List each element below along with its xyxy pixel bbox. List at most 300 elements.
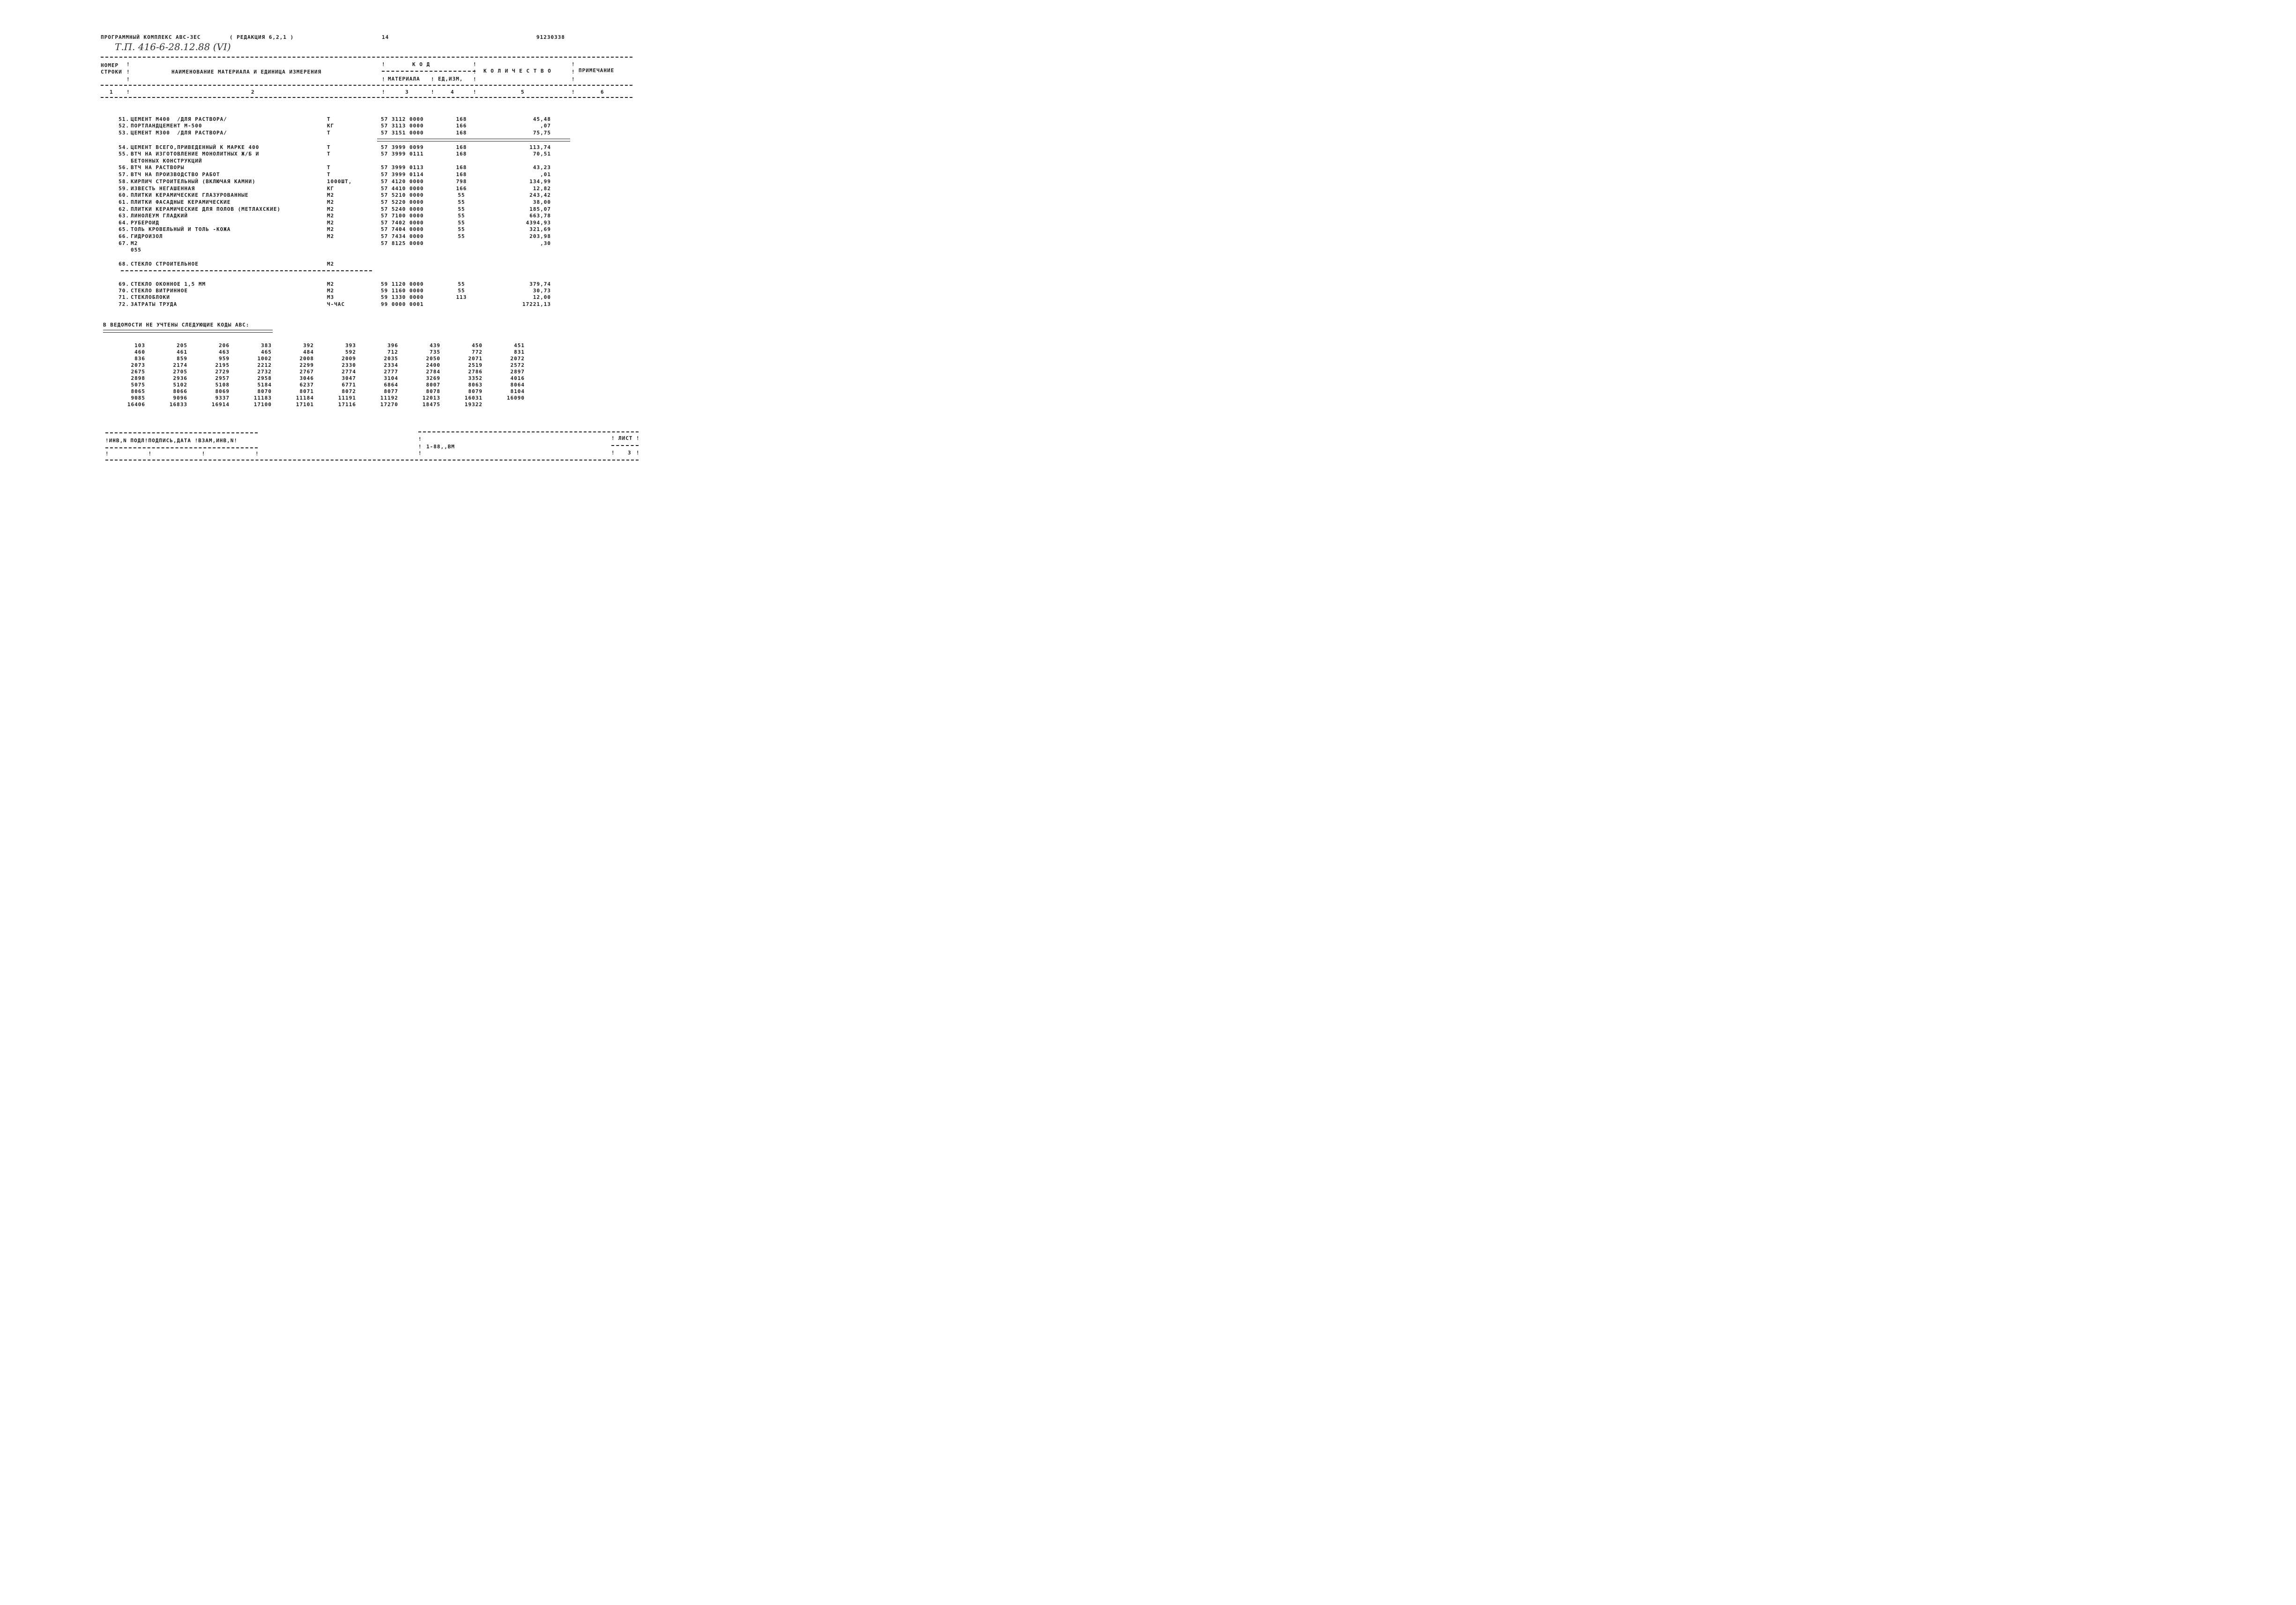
codes-row bbox=[103, 401, 525, 408]
abs-code: 8077 bbox=[384, 388, 398, 394]
abs-code: 2786 bbox=[468, 369, 483, 375]
row-number: 69. bbox=[119, 281, 129, 287]
abs-code: 6237 bbox=[299, 382, 314, 388]
unit: Т bbox=[327, 164, 331, 171]
row-number: 72. bbox=[119, 301, 129, 307]
abs-code: 2898 bbox=[131, 375, 145, 381]
abs-code: 206 bbox=[219, 342, 230, 349]
abs-code: 859 bbox=[177, 356, 187, 362]
unit-code: 168 bbox=[456, 171, 467, 178]
page-mark: 14 bbox=[382, 34, 389, 40]
separator: ! bbox=[572, 69, 575, 75]
separator: ! bbox=[473, 61, 477, 67]
sheet-label: ЛИСТ bbox=[618, 435, 633, 441]
col-number-3: 3 bbox=[405, 89, 409, 95]
abs-code: 8065 bbox=[131, 388, 145, 394]
abs-code: 2936 bbox=[173, 375, 187, 381]
material-code: 59 1330 0000 bbox=[381, 294, 424, 300]
col-quantity-label: К О Л И Ч Е С Т В О bbox=[483, 68, 551, 74]
quantity: 203,98 bbox=[529, 233, 551, 239]
quantity: 75,75 bbox=[533, 130, 551, 136]
abs-code: 3104 bbox=[384, 375, 398, 381]
unit-code: 55 bbox=[458, 233, 465, 239]
abs-code: 8072 bbox=[342, 388, 356, 394]
material-code: 57 3999 0113 bbox=[381, 164, 424, 171]
material-name: ЗАТРАТЫ ТРУДА bbox=[131, 301, 178, 307]
abs-code: 2729 bbox=[215, 369, 230, 375]
material-code: 57 5210 0000 bbox=[381, 192, 424, 198]
abs-code: 2572 bbox=[510, 362, 525, 368]
abs-code: 11191 bbox=[338, 395, 356, 401]
abs-code: 2008 bbox=[299, 356, 314, 362]
unit-code: 168 bbox=[456, 164, 467, 171]
col-note-label: ПРИМЕЧАНИЕ bbox=[579, 67, 615, 74]
unit: Т bbox=[327, 144, 331, 150]
abs-code: 2400 bbox=[426, 362, 440, 368]
abs-code: 11184 bbox=[296, 395, 314, 401]
unit: КГ bbox=[327, 123, 334, 129]
unit-code: 798 bbox=[456, 178, 467, 185]
codes-row bbox=[103, 375, 525, 382]
row-number: 59. bbox=[119, 186, 129, 192]
material-name: ПОРТЛАНДЦЕМЕНТ М-500 bbox=[131, 123, 202, 129]
quantity: 70,51 bbox=[533, 151, 551, 157]
abs-code: 8071 bbox=[299, 388, 314, 394]
abs-code: 1002 bbox=[257, 356, 272, 362]
abs-code: 2299 bbox=[299, 362, 314, 368]
unit-code: 166 bbox=[456, 123, 467, 129]
material-code: 57 7402 0000 bbox=[381, 220, 424, 226]
col-number-4: 4 bbox=[451, 89, 454, 95]
abs-code: 2071 bbox=[468, 356, 483, 362]
abs-code: 11183 bbox=[253, 395, 272, 401]
row-number: 61. bbox=[119, 199, 129, 205]
abs-code: 2212 bbox=[257, 362, 272, 368]
row-number: 55. bbox=[119, 151, 129, 157]
abs-code: 450 bbox=[472, 342, 483, 349]
abs-code: 16914 bbox=[211, 401, 230, 408]
separator: ! bbox=[418, 436, 422, 442]
abs-code: 8066 bbox=[173, 388, 187, 394]
abs-code: 6771 bbox=[342, 382, 356, 388]
quantity: 43,23 bbox=[533, 164, 551, 171]
separator: ! bbox=[636, 450, 640, 456]
material-name: М2 bbox=[131, 240, 138, 246]
handwritten-project-number: Т.П. 416-6-28.12.88 (VI) bbox=[115, 41, 231, 52]
abs-code: 836 bbox=[134, 356, 145, 362]
unit: М2 bbox=[327, 206, 334, 212]
material-name: ЦЕМЕНТ ВСЕГО,ПРИВЕДЕННЫЙ К МАРКЕ 400 bbox=[131, 144, 260, 150]
material-code: 59 1160 0000 bbox=[381, 288, 424, 294]
row-number: 62. bbox=[119, 206, 129, 212]
abs-code: 8007 bbox=[426, 382, 440, 388]
abs-code: 11192 bbox=[380, 395, 398, 401]
col-number-2: 2 bbox=[251, 89, 255, 95]
material-name: КИРПИЧ СТРОИТЕЛЬНЫЙ (ВКЛЮЧАЯ КАМНИ) bbox=[131, 178, 256, 185]
quantity: 185,07 bbox=[529, 206, 551, 212]
abs-code: 5102 bbox=[173, 382, 187, 388]
col-name-label: НАИМЕНОВАНИЕ МАТЕРИАЛА И ЕДИНИЦА ИЗМЕРЕНИЯ bbox=[171, 69, 322, 75]
row-number: 68. bbox=[119, 261, 129, 267]
row-number: 71. bbox=[119, 294, 129, 300]
abs-code: 103 bbox=[134, 342, 145, 349]
unit: Т bbox=[327, 116, 331, 122]
abs-code: 8064 bbox=[510, 382, 525, 388]
abs-code: 17116 bbox=[338, 401, 356, 408]
quantity: 243,42 bbox=[529, 192, 551, 198]
unit-code: 168 bbox=[456, 151, 467, 157]
separator: ! bbox=[572, 61, 575, 67]
separator: ! bbox=[473, 69, 477, 75]
material-code: 57 4120 0000 bbox=[381, 178, 424, 185]
abs-code: 16833 bbox=[169, 401, 187, 408]
abs-code: 2732 bbox=[257, 369, 272, 375]
unit: Т bbox=[327, 130, 331, 136]
abs-code: 383 bbox=[261, 342, 272, 349]
unit-code: 168 bbox=[456, 144, 467, 150]
quantity: 45,48 bbox=[533, 116, 551, 122]
quantity: ,30 bbox=[540, 240, 551, 246]
abs-code: 451 bbox=[514, 342, 525, 349]
codes-row bbox=[103, 382, 525, 388]
not-counted-codes-table bbox=[103, 342, 525, 408]
material-code: 57 8125 0000 bbox=[381, 240, 424, 246]
col-code-label: К О Д bbox=[412, 61, 431, 67]
row-number: 52. bbox=[119, 123, 129, 129]
material-code: 99 0000 0001 bbox=[381, 301, 424, 307]
stamp-right-top-rule bbox=[418, 431, 639, 432]
abs-code: 2958 bbox=[257, 375, 272, 381]
separator: ! bbox=[126, 76, 130, 82]
abs-code: 18475 bbox=[422, 401, 440, 408]
abs-code: 592 bbox=[345, 349, 356, 355]
abs-code: 3352 bbox=[468, 375, 483, 381]
material-code: 57 3113 0000 bbox=[381, 123, 424, 129]
quantity: 12,82 bbox=[533, 186, 551, 192]
abs-code: 205 bbox=[177, 342, 187, 349]
abs-code bbox=[483, 401, 525, 408]
separator: ! bbox=[418, 444, 422, 450]
material-name: ВТЧ НА РАСТВОРЫ bbox=[131, 164, 185, 171]
stamp-left-cells: ! ! ! ! bbox=[105, 451, 259, 457]
material-code: 57 3999 0114 bbox=[381, 171, 424, 178]
unit: Т bbox=[327, 171, 331, 178]
material-name: ЛИНОЛЕУМ ГЛАДКИЙ bbox=[131, 213, 188, 219]
quantity: 321,69 bbox=[529, 226, 551, 232]
col-row-number-label-1: НОМЕР bbox=[101, 62, 119, 68]
quantity: 38,00 bbox=[533, 199, 551, 205]
unit-code: 55 bbox=[458, 226, 465, 232]
abs-code: 2009 bbox=[342, 356, 356, 362]
unit: М2 bbox=[327, 199, 334, 205]
unit-code: 55 bbox=[458, 281, 465, 287]
quantity: 134,99 bbox=[529, 178, 551, 185]
unit-code: 55 bbox=[458, 199, 465, 205]
abs-code: 2777 bbox=[384, 369, 398, 375]
separator: ! bbox=[418, 450, 422, 456]
abs-code: 8069 bbox=[215, 388, 230, 394]
stamp-left-top-rule bbox=[105, 432, 258, 433]
separator: ! bbox=[572, 76, 575, 82]
abs-code: 2675 bbox=[131, 369, 145, 375]
separator: ! bbox=[382, 89, 386, 95]
abs-code: 439 bbox=[430, 342, 440, 349]
material-code: 57 3151 0000 bbox=[381, 130, 424, 136]
abs-code: 2784 bbox=[426, 369, 440, 375]
row-number: 63. bbox=[119, 213, 129, 219]
unit-code: 55 bbox=[458, 206, 465, 212]
row-number: 70. bbox=[119, 288, 129, 294]
abs-code: 4016 bbox=[510, 375, 525, 381]
row-number: 58. bbox=[119, 178, 129, 185]
sheet-rule bbox=[611, 445, 639, 446]
unit: М2 bbox=[327, 226, 334, 232]
unit: М3 bbox=[327, 294, 334, 300]
abs-code: 2330 bbox=[342, 362, 356, 368]
material-name: ПЛИТКИ ФАСАДНЫЕ КЕРАМИЧЕСКИЕ bbox=[131, 199, 231, 205]
material-name: ПЛИТКИ КЕРАМИЧЕСКИЕ ДЛЯ ПОЛОВ (МЕТЛАХСКИЕ) bbox=[131, 206, 281, 212]
abs-code: 8104 bbox=[510, 388, 525, 394]
abs-code: 460 bbox=[134, 349, 145, 355]
separator: ! bbox=[126, 89, 130, 95]
abs-code: 959 bbox=[219, 356, 230, 362]
material-name: СТЕКЛО СТРОИТЕЛЬНОЕ bbox=[131, 261, 199, 267]
unit-code: 55 bbox=[458, 192, 465, 198]
unit: М2 bbox=[327, 288, 334, 294]
unit-code: 55 bbox=[458, 213, 465, 219]
abs-code: 392 bbox=[303, 342, 314, 349]
program-name: ПРОГРАММНЫЙ КОМПЛЕКС АВС-3ЕС bbox=[101, 34, 201, 40]
material-name: РУБЕРОИД bbox=[131, 220, 159, 226]
separator: ! bbox=[636, 435, 640, 441]
quantity: 30,73 bbox=[533, 288, 551, 294]
abs-code: 463 bbox=[219, 349, 230, 355]
row-number: 56. bbox=[119, 164, 129, 171]
separator: ! bbox=[382, 61, 386, 67]
material-code: 57 5240 0000 bbox=[381, 206, 424, 212]
separator: ! bbox=[382, 76, 386, 82]
material-code: 57 7404 0000 bbox=[381, 226, 424, 232]
separator: ! bbox=[611, 450, 615, 456]
row-number: 65. bbox=[119, 226, 129, 232]
abs-code: 19322 bbox=[464, 401, 483, 408]
row-number: 53. bbox=[119, 130, 129, 136]
col-number-6: 6 bbox=[601, 89, 604, 95]
abs-code: 5108 bbox=[215, 382, 230, 388]
quantity: ,07 bbox=[540, 123, 551, 129]
material-name: 055 bbox=[131, 247, 141, 253]
abs-code: 17270 bbox=[380, 401, 398, 408]
quantity: 663,78 bbox=[529, 213, 551, 219]
material-code: 57 5220 0000 bbox=[381, 199, 424, 205]
unit-code: 168 bbox=[456, 130, 467, 136]
col-number-5: 5 bbox=[521, 89, 525, 95]
material-name: ЦЕМЕНТ М300 /ДЛЯ РАСТВОРА/ bbox=[131, 130, 227, 136]
abs-code: 16031 bbox=[464, 395, 483, 401]
abs-code: 461 bbox=[177, 349, 187, 355]
material-name: ЦЕМЕНТ М400 /ДЛЯ РАСТВОРА/ bbox=[131, 116, 227, 122]
abs-code: 9337 bbox=[215, 395, 230, 401]
col-row-number-label-2: СТРОКИ bbox=[101, 69, 122, 75]
codes-row bbox=[103, 395, 525, 401]
unit-code: 55 bbox=[458, 288, 465, 294]
abs-code: 8079 bbox=[468, 388, 483, 394]
separator: ! bbox=[431, 89, 435, 95]
unit: Т bbox=[327, 151, 331, 157]
material-name: СТЕКЛО ВИТРИННОЕ bbox=[131, 288, 188, 294]
abs-code: 712 bbox=[387, 349, 398, 355]
material-code: 57 7434 0000 bbox=[381, 233, 424, 239]
abs-code: 16406 bbox=[127, 401, 145, 408]
unit: М2 bbox=[327, 261, 334, 267]
abs-code: 831 bbox=[514, 349, 525, 355]
material-name: ПЛИТКИ КЕРАМИЧЕСКИЕ ГЛАЗУРОВАННЫЕ bbox=[131, 192, 249, 198]
stamp-bottom-rule bbox=[105, 460, 639, 461]
abs-code: 2897 bbox=[510, 369, 525, 375]
abs-code: 3046 bbox=[299, 375, 314, 381]
abs-code: 2174 bbox=[173, 362, 187, 368]
material-code: 57 7100 0000 bbox=[381, 213, 424, 219]
row-number: 57. bbox=[119, 171, 129, 178]
unit: М2 bbox=[327, 192, 334, 198]
abs-code: 8070 bbox=[257, 388, 272, 394]
abs-code: 2334 bbox=[384, 362, 398, 368]
unit: Ч-ЧАС bbox=[327, 301, 345, 307]
col-number-1: 1 bbox=[110, 89, 113, 95]
codes-row bbox=[103, 369, 525, 375]
row-number: 60. bbox=[119, 192, 129, 198]
abs-code: 3269 bbox=[426, 375, 440, 381]
codes-row bbox=[103, 362, 525, 369]
material-code: 57 4410 0000 bbox=[381, 186, 424, 192]
abs-code: 6864 bbox=[384, 382, 398, 388]
header-top-rule bbox=[101, 57, 632, 58]
abs-code: 2035 bbox=[384, 356, 398, 362]
abs-code: 2195 bbox=[215, 362, 230, 368]
unit-code: 166 bbox=[456, 186, 467, 192]
unit-code: 168 bbox=[456, 116, 467, 122]
abs-code: 2774 bbox=[342, 369, 356, 375]
separator: ! bbox=[431, 76, 435, 82]
codes-row bbox=[103, 356, 525, 362]
quantity: ,01 bbox=[540, 171, 551, 178]
abs-code: 8063 bbox=[468, 382, 483, 388]
unit: М2 bbox=[327, 233, 334, 239]
unit: М2 bbox=[327, 220, 334, 226]
unit: М2 bbox=[327, 281, 334, 287]
codes-row bbox=[103, 349, 525, 356]
abs-code: 9085 bbox=[131, 395, 145, 401]
abs-code: 17101 bbox=[296, 401, 314, 408]
abs-code: 5184 bbox=[257, 382, 272, 388]
unit: 1000ШТ, bbox=[327, 178, 352, 185]
document-number: 91230338 bbox=[536, 34, 565, 40]
material-code: 57 3999 0099 bbox=[381, 144, 424, 150]
unit-code: 113 bbox=[456, 294, 467, 300]
quantity: 12,00 bbox=[533, 294, 551, 300]
quantity: 17221,13 bbox=[522, 301, 551, 307]
separator: ! bbox=[611, 435, 615, 441]
separator: ! bbox=[473, 89, 477, 95]
unit: КГ bbox=[327, 186, 334, 192]
not-counted-underline bbox=[103, 330, 273, 333]
codes-row bbox=[103, 342, 525, 349]
subtotal-double-rule bbox=[377, 139, 570, 141]
quantity: 379,74 bbox=[529, 281, 551, 287]
abs-code: 5075 bbox=[131, 382, 145, 388]
material-name: ВТЧ НА ИЗГОТОВЛЕНИЕ МОНОЛИТНЫХ Ж/Б И bbox=[131, 151, 260, 157]
material-name: СТЕКЛО ОКОННОЕ 1,5 ММ bbox=[131, 281, 206, 287]
stamp-left-header: !ИНВ,N ПОДЛ!ПОДПИСЬ,ДАТА !ВЗАМ,ИНВ,N! bbox=[105, 438, 238, 444]
material-name: ТОЛЬ КРОВЕЛЬНЫЙ И ТОЛЬ -КОЖА bbox=[131, 226, 231, 232]
abs-code: 393 bbox=[345, 342, 356, 349]
col-material-label: МАТЕРИАЛА bbox=[388, 76, 420, 82]
stamp-left-mid-rule bbox=[105, 447, 258, 448]
abs-code: 484 bbox=[303, 349, 314, 355]
sheet-number: 3 bbox=[628, 450, 632, 456]
material-name: ИЗВЕСТЬ НЕГАШЕННАЯ bbox=[131, 186, 195, 192]
unit-code: 55 bbox=[458, 220, 465, 226]
abs-code: 2767 bbox=[299, 369, 314, 375]
row-number: 66. bbox=[119, 233, 129, 239]
separator: ! bbox=[126, 69, 130, 75]
separator: ! bbox=[126, 61, 130, 67]
abs-code: 772 bbox=[472, 349, 483, 355]
edition: ( РЕДАКЦИЯ 6,2,1 ) bbox=[230, 34, 294, 40]
row-number: 67. bbox=[119, 240, 129, 246]
header-mid-rule bbox=[101, 85, 632, 86]
abs-code: 2073 bbox=[131, 362, 145, 368]
material-name: ГИДРОИЗОЛ bbox=[131, 233, 163, 239]
abs-code: 465 bbox=[261, 349, 272, 355]
codes-row bbox=[103, 388, 525, 395]
abs-code: 9096 bbox=[173, 395, 187, 401]
separator: ! bbox=[572, 89, 575, 95]
abs-code: 2957 bbox=[215, 375, 230, 381]
separator: ! bbox=[473, 76, 477, 82]
unit: М2 bbox=[327, 213, 334, 219]
code-subdivider-rule bbox=[382, 71, 476, 72]
material-code: 57 3112 0000 bbox=[381, 116, 424, 122]
abs-code: 16090 bbox=[506, 395, 525, 401]
stamp-document-code: 1-88,,ВМ bbox=[426, 444, 455, 450]
abs-code: 12013 bbox=[422, 395, 440, 401]
abs-code: 17100 bbox=[253, 401, 272, 408]
material-name: ВТЧ НА ПРОИЗВОДСТВО РАБОТ bbox=[131, 171, 220, 178]
row-number: 51. bbox=[119, 116, 129, 122]
quantity: 4394,93 bbox=[526, 220, 551, 226]
row-number: 64. bbox=[119, 220, 129, 226]
abs-code: 2705 bbox=[173, 369, 187, 375]
abs-code: 735 bbox=[430, 349, 440, 355]
abs-code: 8078 bbox=[426, 388, 440, 394]
material-code: 57 3999 0111 bbox=[381, 151, 424, 157]
material-code: 59 1120 0000 bbox=[381, 281, 424, 287]
material-name: БЕТОННЫХ КОНСТРУКЦИЙ bbox=[131, 158, 202, 164]
quantity: 113,74 bbox=[529, 144, 551, 150]
material-name: СТЕКЛОБЛОКИ bbox=[131, 294, 170, 300]
abs-code: 3047 bbox=[342, 375, 356, 381]
row-number: 54. bbox=[119, 144, 129, 150]
abs-code: 2519 bbox=[468, 362, 483, 368]
section-rule bbox=[121, 270, 372, 271]
abs-code: 2072 bbox=[510, 356, 525, 362]
abs-code: 2050 bbox=[426, 356, 440, 362]
not-counted-title: В ВЕДОМОСТИ НЕ УЧТЕНЫ СЛЕДУЮЩИЕ КОДЫ АВС: bbox=[103, 322, 250, 328]
header-bottom-rule bbox=[101, 97, 632, 98]
col-unit-code-label: ЕД,ИЗМ, bbox=[438, 76, 463, 82]
abs-code: 396 bbox=[387, 342, 398, 349]
